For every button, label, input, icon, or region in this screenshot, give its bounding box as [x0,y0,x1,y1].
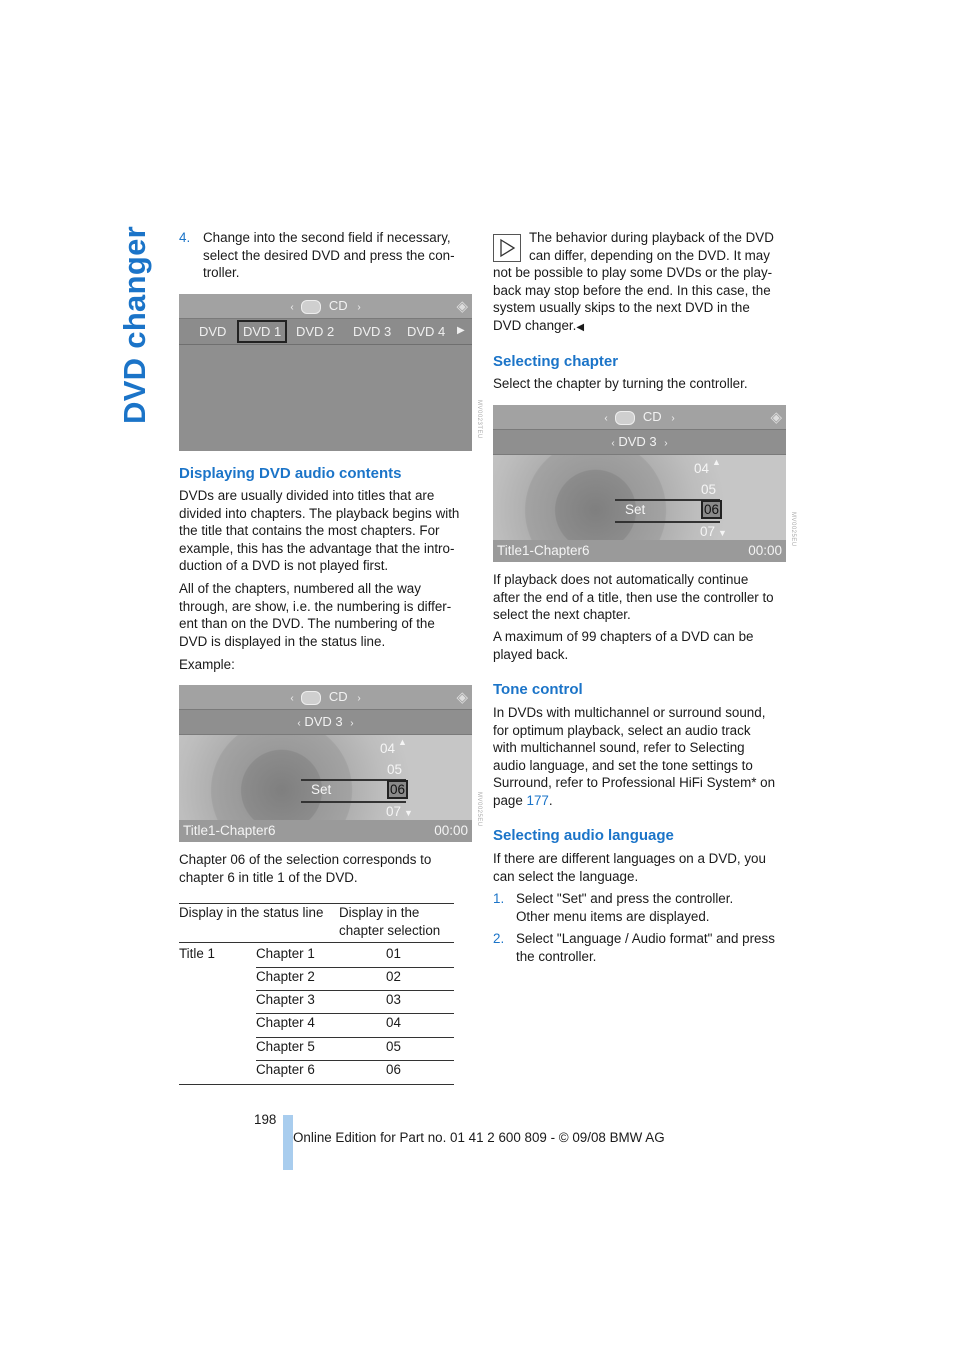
scroll-down-icon: ▼ [404,808,413,818]
line: Other menu items are displayed. [516,908,710,924]
controller-icon: ◈ [456,689,468,706]
caption [179,851,479,886]
heading-displaying-audio: Displaying DVD audio contents [179,465,402,482]
line: not be possible to play some DVDs or the play- [493,265,773,281]
arrow-right-icon: › [357,302,361,313]
arrow-left-icon: ‹ [604,413,608,424]
step-number: 2. [493,931,505,946]
heading-tone-control: Tone control [493,681,583,698]
table-cell-number: 02 [386,969,401,984]
table-bottom-rule [179,1084,454,1085]
scroll-up-icon: ▲ [712,457,721,467]
line: If playback does not automatically continue [493,572,749,587]
side-chapter-title [112,226,158,424]
arrow-left-icon: ‹ [611,438,615,449]
table-cell-number: 03 [386,992,401,1007]
paragraph-numbering [179,580,479,650]
line: through, are show, i.e. the numbering is differ- [179,598,452,614]
tab-dvd-3: DVD 3 [353,324,392,339]
line: Chapter 06 of the selection corresponds to [179,852,432,867]
menu-dvd-label: DVD 3 [304,714,343,729]
line: the controller. [516,948,597,964]
status-time: 00:00 [434,823,468,838]
paragraph-tone [493,704,793,810]
line: page [493,792,527,808]
arrow-left-icon: ‹ [290,693,294,704]
status-time: 00:00 [748,543,782,558]
menu-source-label: CD [328,689,348,704]
selection-band [615,499,720,523]
chapter-dial-background [493,455,786,540]
tab-dvd-2: DVD 2 [296,324,335,339]
arrow-left-icon: ‹ [297,718,301,729]
menu-source-label: CD [328,298,348,313]
status-bar [493,540,786,562]
line: All of the chapters, numbered all the way [179,581,421,596]
line: back may stop before the end. In this case, the [493,282,771,298]
line: can differ, depending on the DVD. It may [529,247,770,263]
arrow-right-icon: › [357,693,361,704]
line: with multichannel sound, refer to Selecting [493,740,745,756]
chapter-07: 07 [700,524,716,539]
line: system usually skips to the next DVD in the [493,300,750,316]
line: DVD changer. [493,317,577,333]
step-number: 1. [493,891,505,906]
chapter-04: 04 [694,461,710,476]
line: A maximum of 99 chapters of a DVD can be [493,629,754,644]
image-code: MV0025EU [790,512,796,547]
line: The behavior during playback of the DVD [529,230,774,245]
set-item: Set [311,782,332,797]
step-4-line: troller. [203,265,240,281]
chapter-07: 07 [386,804,402,819]
line: played back. [493,646,569,662]
line: duction of a DVD is not played first. [179,558,389,574]
controller-icon: ◈ [456,298,468,315]
example-label: Example: [179,657,235,672]
line: the title that contains the most chapters. For [179,523,440,539]
paragraph-language [493,850,793,885]
set-item: Set [625,502,646,517]
tab-dvd: DVD [199,324,227,339]
heading-selecting-audio-language: Selecting audio language [493,827,674,844]
menu-top-bar [493,405,786,430]
selection-band [301,779,406,803]
disc-icon [301,300,321,314]
table-header-rule [179,942,454,943]
heading-selecting-chapter: Selecting chapter [493,353,619,370]
table-row: Chapter 3 [256,992,315,1007]
arrow-right-icon: › [671,413,675,424]
line: If there are different languages on a DVD, you [493,851,766,866]
table-cell-number: 05 [386,1039,401,1054]
line: Select "Language / Audio format" and press [516,931,775,946]
chapter-06-selected: 06 [701,500,722,519]
table-cell-number: 04 [386,1015,401,1030]
table-header-status: Display in the status line [179,905,324,920]
dvd-tabs [179,319,472,345]
status-bar [179,820,472,842]
footer-edition: Online Edition for Part no. 01 41 2 600 809 - © 09/08 BMW AG [293,1130,665,1145]
step-4-line: Change into the second field if necessary, [203,230,451,245]
table-header-chapter [339,904,440,939]
menu-dvd-label: DVD 3 [618,434,657,449]
table-row: Chapter 6 [256,1062,315,1077]
paragraph-titles [179,487,479,575]
line: Surround, refer to Professional HiFi System* on [493,775,776,791]
table-row: Chapter 4 [256,1015,315,1030]
controller-icon: ◈ [770,409,782,426]
scroll-down-icon: ▼ [718,528,727,538]
tab-dvd-4: DVD 4 [407,324,446,339]
screenshot-dvd-selection [179,294,472,451]
page-link-177[interactable]: 177 [526,792,549,808]
chapter-instruction: Select the chapter by turning the controller. [493,376,748,391]
line: chapter 6 in title 1 of the DVD. [179,869,358,885]
menu-top-bar [179,294,472,319]
arrow-right-icon: › [350,718,354,729]
step-4-line: select the desired DVD and press the con- [203,247,455,263]
status-title-chapter: Title1-Chapter6 [183,823,276,838]
chapter-05: 05 [387,762,403,777]
chapter-04: 04 [380,741,396,756]
table-row: Chapter 5 [256,1039,315,1054]
disc-icon [615,411,635,425]
chapter-dial-background [179,735,472,820]
line: ent than on the DVD. The numbering of the [179,616,435,632]
image-code: MV0025EU [476,792,482,827]
menu-sub-bar [493,430,786,455]
scroll-right-icon: ▶ [457,325,465,336]
menu-sub-bar [179,710,472,735]
side-title-text: DVD changer [117,226,152,424]
screenshot-chapter-selection [493,405,786,562]
line: for optimum playback, select an audio track [493,722,751,738]
arrow-right-icon: › [664,438,668,449]
line: . [548,792,553,808]
table-row: Chapter 1 [256,946,315,961]
line: divided into chapters. The playback begins with [179,505,460,521]
line: chapter selection [339,922,441,938]
footer-accent-bar [283,1115,293,1170]
chapter-05: 05 [701,482,717,497]
line: select the next chapter. [493,607,631,623]
line: can select the language. [493,868,639,884]
line: DVDs are usually divided into titles that are [179,488,435,503]
table-cell-number: 01 [386,946,401,961]
end-marker-icon: ◀ [576,321,585,333]
chapter-06-selected: 06 [387,780,408,799]
line: audio language, and set the tone settings to [493,757,753,773]
paragraph-max-chapters [493,628,793,663]
line: Select "Set" and press the controller. [516,891,734,906]
table-row: Chapter 2 [256,969,315,984]
line: Display in the [339,905,420,920]
scroll-up-icon: ▲ [398,737,407,747]
table-title-cell: Title 1 [179,946,215,961]
step-number: 4. [179,230,191,245]
disc-icon [301,691,321,705]
page-number: 198 [254,1112,277,1127]
line: example, this has the advantage that the intro- [179,540,455,556]
note-paragraph [493,229,788,337]
status-title-chapter: Title1-Chapter6 [497,543,590,558]
paragraph-auto-continue [493,571,793,624]
image-code: MV0023TEU [476,400,482,439]
menu-top-bar [179,685,472,710]
tab-dvd-1-selected: DVD 1 [237,320,287,343]
arrow-left-icon: ‹ [290,302,294,313]
table-cell-number: 06 [386,1062,401,1077]
line: after the end of a title, then use the controller to [493,589,774,605]
screenshot-chapter-example [179,685,472,842]
line: In DVDs with multichannel or surround sound, [493,705,766,720]
line: DVD is displayed in the status line. [179,633,386,649]
menu-source-label: CD [642,409,662,424]
